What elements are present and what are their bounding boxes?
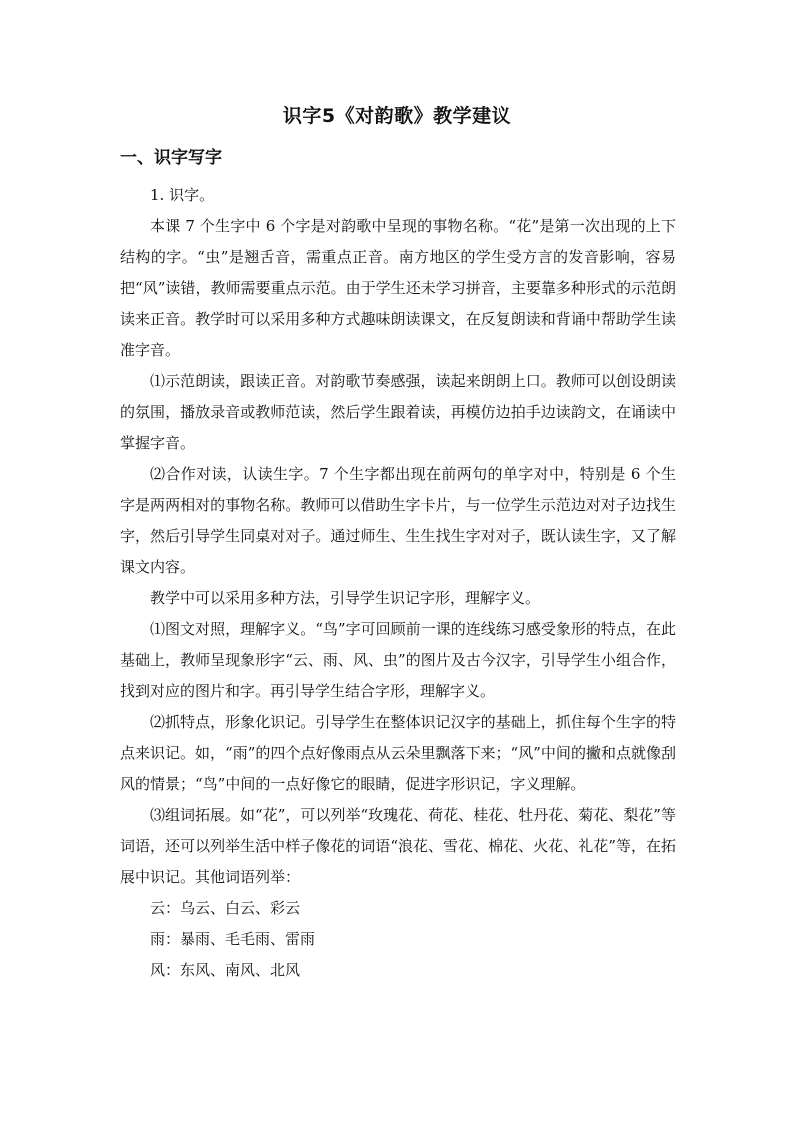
- word-list-line: 风：东风、南风、北风: [150, 961, 301, 979]
- paragraph: ⑴示范朗读，跟读正音。对韵歌节奏感强，读起来朗朗上口。教师可以创设朗读的氛围，播放录音或教师范读，然后学生跟着读，再模仿边拍手边读韵文，在诵读中掌握字音。: [120, 372, 676, 452]
- word-list-line: 雨：暴雨、毛毛雨、雷雨: [150, 930, 316, 948]
- paragraph: ⑵合作对读，认读生字。7 个生字都出现在前两句的单字对中，特别是 6 个生字是两两相对的事物名称。教师可以借助生字卡片，与一位学生示范边对对子边找生字，然后引导学生同桌对对子。通过师生、生生找生字对对子，既认读生字，又了解课文内容。: [120, 465, 676, 576]
- paragraph: ⑵抓特点，形象化识记。引导学生在整体识记汉字的基础上，抓住每个生字的特点来识记。如，“雨”的四个点好像雨点从云朵里飘落下来；“风”中间的撇和点就像刮风的情景；“鸟”中间的一点好像它的眼睛，促进字形识记，字义理解。: [120, 713, 676, 793]
- section-heading: 一、识字写字: [120, 148, 222, 168]
- paragraph-subheading: 1. 识字。: [150, 186, 215, 204]
- word-list-line: 云：乌云、白云、彩云: [150, 899, 301, 917]
- paragraph: ⑴图文对照，理解字义。“鸟”字可回顾前一课的连线练习感受象形的特点，在此基础上，教师呈现象形字“云、雨、风、虫”的图片及古今汉字，引导学生小组合作，找到对应的图片和字。再引导学生结合字形，理解字义。: [120, 620, 676, 700]
- document-body: [120, 180, 676, 986]
- page-title: 识字5《对韵歌》教学建议: [282, 105, 512, 127]
- paragraph: 教学中可以采用多种方法，引导学生识记字形，理解字义。: [150, 589, 541, 607]
- paragraph: 本课 7 个生字中 6 个字是对韵歌中呈现的事物名称。“花”是第一次出现的上下结构的字。“虫”是翘舌音，需重点正音。南方地区的学生受方言的发音影响，容易把“风”读错，教师需要重点示范。由于学生还未学习拼音，主要靠多种形式的示范朗读来正音。教学时可以采用多种方式趣味朗读课文，在反复朗读和背诵中帮助学生读准字音。: [120, 217, 676, 359]
- paragraph: ⑶组词拓展。如“花”，可以列举“玫瑰花、荷花、桂花、牡丹花、菊花、梨花”等词语，还可以列举生活中样子像花的词语“浪花、雪花、棉花、火花、礼花”等，在拓展中识记。其他词语列举：: [120, 806, 676, 886]
